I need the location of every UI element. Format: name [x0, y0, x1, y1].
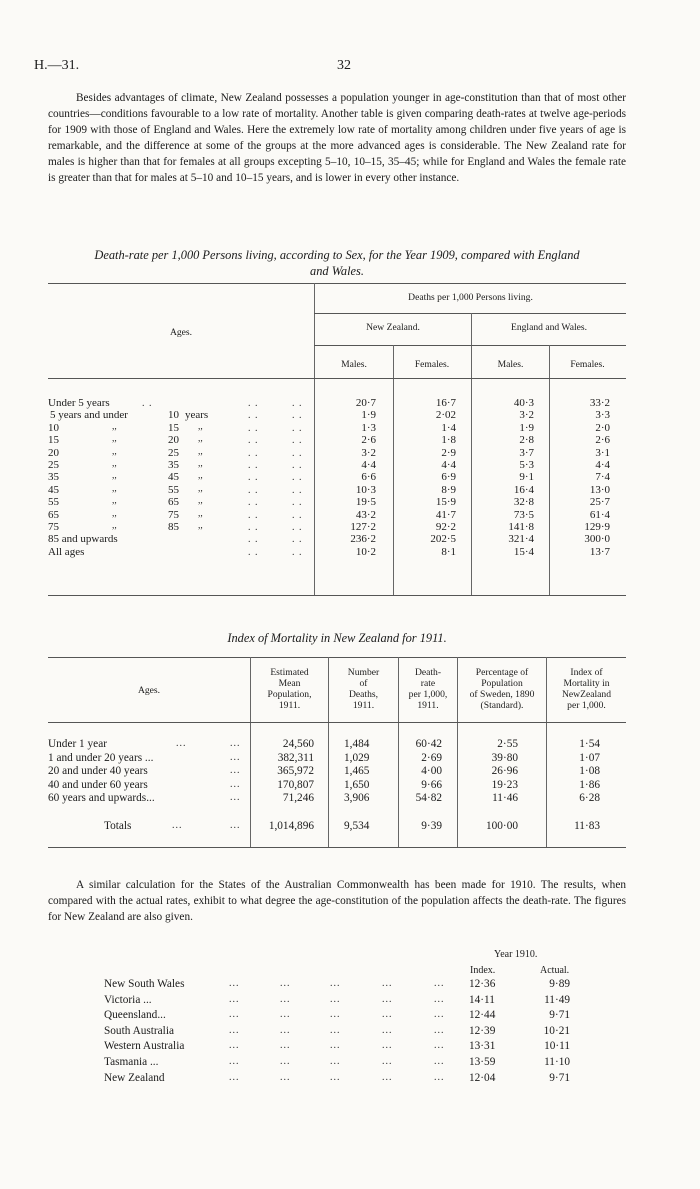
- page-number: 32: [337, 58, 351, 73]
- total-deaths: 9,534: [344, 820, 370, 832]
- state-name: Western Australia: [104, 1040, 185, 1053]
- state-name: Victoria ...: [104, 993, 152, 1006]
- leader-dots: . .: [248, 422, 259, 434]
- age-label: All ages: [48, 545, 85, 558]
- ditto-mark: ,,: [112, 471, 117, 482]
- sweden-pct: 19·23: [491, 778, 518, 791]
- leader-dots: . .: [248, 435, 259, 447]
- ew-females: 3·1: [595, 446, 610, 459]
- leader-dots: ...: [229, 1056, 240, 1067]
- age-upper: 55: [168, 483, 179, 496]
- nz-males: 43·2: [355, 508, 376, 521]
- age-upper: 85: [168, 521, 179, 533]
- leader-dots: ...: [434, 1024, 445, 1036]
- table1-rule-4: [48, 378, 626, 379]
- ew-females: 33·2: [589, 397, 610, 409]
- ditto-mark: ,,: [112, 483, 117, 494]
- header-line: Mortality in: [563, 678, 610, 689]
- ew-females: 129·9: [584, 521, 610, 533]
- deaths: 1,650: [344, 778, 370, 791]
- table2-header-rate: [399, 667, 457, 711]
- table1-divider-ew: [549, 345, 550, 595]
- leader-dots: . .: [248, 546, 259, 558]
- nz-females: 92·2: [435, 521, 456, 533]
- nz-males: 3·2: [361, 446, 376, 459]
- state-name: South Australia: [104, 1024, 174, 1037]
- total-index: 11·83: [574, 820, 600, 832]
- ew-males: 40·3: [513, 397, 534, 409]
- ditto-mark: ,,: [112, 508, 117, 519]
- total-pct: 100·00: [485, 820, 518, 832]
- age-label: 60 years and upwards...: [48, 792, 155, 805]
- mortality-index: 1·08: [579, 765, 600, 778]
- age-upper: 75: [168, 508, 179, 521]
- leader-dots: ...: [230, 820, 241, 831]
- leader-dots: . .: [248, 497, 259, 509]
- population: 71,246: [282, 792, 314, 805]
- total-population: 1,014,896: [268, 820, 314, 832]
- age-label: 65: [48, 508, 59, 521]
- ditto-mark: ,,: [112, 446, 117, 457]
- leader-dots: ...: [382, 1056, 393, 1067]
- table1-top-rule: [48, 283, 626, 284]
- ew-males: 3·7: [519, 446, 534, 459]
- ditto-mark: ,,: [112, 421, 117, 432]
- population: 382,311: [277, 751, 314, 764]
- nz-males: 2·6: [361, 434, 376, 447]
- leader-dots: . .: [292, 509, 303, 521]
- leader-dots: ...: [280, 978, 291, 989]
- state-name: New South Wales: [104, 978, 185, 990]
- sweden-pct: 2·55: [497, 738, 518, 750]
- mortality-index: 6·28: [579, 792, 600, 805]
- ew-males: 15·4: [513, 545, 534, 558]
- state-index: 12·44: [469, 1009, 496, 1022]
- leader-dots: ...: [434, 1056, 445, 1067]
- leader-dots: ...: [330, 1056, 341, 1067]
- leader-dots: . .: [292, 460, 303, 471]
- deaths: 1,029: [344, 751, 370, 764]
- leader-dots: . .: [292, 422, 303, 434]
- leader-dots: ...: [230, 778, 241, 790]
- doc-reference: H.—31.: [34, 58, 80, 73]
- state-name: Tasmania ...: [104, 1056, 159, 1068]
- ditto-mark: ,,: [112, 459, 117, 469]
- leader-dots: ...: [229, 1040, 240, 1052]
- table2-header-rule: [48, 722, 626, 723]
- leader-dots: ...: [280, 1024, 291, 1036]
- table1-header-sex: Males.: [341, 359, 367, 370]
- table2-col-divider: [250, 657, 251, 847]
- table2-header-pop: [251, 667, 328, 711]
- table2-header-pct: [458, 667, 546, 711]
- leader-dots: ...: [280, 1040, 291, 1052]
- ditto-mark: ,,: [198, 483, 203, 494]
- nz-males: 1·9: [361, 409, 376, 422]
- ditto-mark: ,,: [198, 471, 203, 482]
- leader-dots: . .: [248, 472, 259, 484]
- header-line: rate: [420, 678, 436, 689]
- leader-dots: ...: [330, 1071, 341, 1083]
- age-label: Under 5 years: [48, 397, 110, 409]
- leader-dots: . .: [248, 484, 259, 496]
- header-line: Death-: [414, 667, 442, 678]
- age-upper: 45: [168, 471, 179, 484]
- mortality-index: 1·86: [579, 778, 600, 791]
- header-line: Population: [481, 678, 523, 689]
- leader-dots: . .: [292, 522, 303, 533]
- nz-females: 202·5: [430, 533, 456, 546]
- table1-caption-line2: and Wales.: [310, 264, 364, 278]
- table2-col-divider: [398, 657, 399, 847]
- header-line: of: [359, 678, 368, 689]
- ditto-mark: ,,: [198, 521, 203, 531]
- leader-dots: . .: [248, 460, 259, 471]
- header-line: 1911.: [352, 700, 375, 711]
- age-label: 20: [48, 446, 59, 459]
- table1-header-nz: New Zealand.: [366, 322, 420, 333]
- state-actual: 9·71: [549, 1071, 570, 1084]
- age-label: 10: [48, 421, 59, 434]
- state-name: Queensland...: [104, 1009, 166, 1022]
- state-actual: 11·49: [544, 993, 570, 1006]
- age-label: 45: [48, 483, 59, 496]
- leader-dots: . .: [142, 398, 153, 409]
- leader-dots: ...: [280, 993, 291, 1005]
- age-upper: 20: [168, 434, 179, 447]
- leader-dots: ...: [330, 978, 341, 989]
- header-line: 1911.: [278, 700, 301, 711]
- nz-males: 1·3: [361, 421, 376, 434]
- ew-females: 13·0: [589, 483, 610, 496]
- death-rate: 60·42: [415, 738, 442, 750]
- nz-males: 127·2: [350, 521, 376, 533]
- ditto-mark: ,,: [198, 459, 203, 469]
- header-line: Population,: [267, 689, 312, 700]
- actual-header: Actual.: [540, 965, 570, 976]
- table2-col-divider: [328, 657, 329, 847]
- table1-header-sex: Females.: [414, 359, 450, 370]
- nz-males: 4·4: [361, 459, 376, 471]
- table2-bottom-rule: [48, 847, 626, 848]
- ew-females: 3·3: [595, 409, 610, 422]
- leader-dots: . .: [248, 447, 259, 459]
- age-label: 85 and upwards: [48, 533, 118, 546]
- table1-header-sex: Females.: [570, 359, 605, 370]
- header-line: Percentage of: [475, 667, 529, 678]
- year-header: Year 1910.: [494, 949, 538, 960]
- table1-header-group: Deaths per 1,000 Persons living.: [408, 292, 533, 303]
- table1-header-sex: Males.: [497, 359, 524, 370]
- leader-dots: ...: [434, 1071, 445, 1083]
- ew-females: 300·0: [584, 533, 610, 546]
- age-label: 35: [48, 471, 59, 484]
- leader-dots: . .: [248, 410, 259, 422]
- header-line: NewZealand: [561, 689, 611, 700]
- state-index: 12·04: [469, 1071, 496, 1084]
- header-line: Mean: [278, 678, 301, 689]
- header-line: Number: [347, 667, 380, 678]
- nz-females: 16·7: [435, 397, 456, 409]
- leader-dots: ...: [229, 1024, 240, 1036]
- leader-dots: ...: [434, 978, 445, 989]
- leader-dots: ...: [330, 1040, 341, 1052]
- table2-col-divider: [457, 657, 458, 847]
- deaths: 1,465: [344, 765, 370, 778]
- deaths: 1,484: [344, 738, 370, 750]
- state-actual: 9·89: [549, 978, 570, 990]
- nz-females: 8·1: [441, 545, 456, 558]
- mortality-index: 1·07: [579, 751, 600, 764]
- table1-divider-countries: [471, 313, 472, 595]
- age-unit: years: [185, 409, 209, 422]
- leader-dots: ...: [330, 1009, 341, 1021]
- ew-females: 61·4: [589, 508, 610, 521]
- leader-dots: ...: [330, 993, 341, 1005]
- age-label: 15: [48, 434, 59, 447]
- population: 24,560: [282, 738, 314, 750]
- population: 365,972: [277, 765, 314, 778]
- death-rate: 54·82: [415, 792, 442, 805]
- table1-rule-3: [314, 345, 626, 346]
- nz-females: 2·9: [441, 446, 456, 459]
- header-line: per 1,000.: [567, 700, 606, 711]
- state-index: 13·59: [469, 1056, 496, 1068]
- ew-males: 16·4: [513, 483, 534, 496]
- table2-header-ages: Ages.: [137, 685, 161, 696]
- age-label: 1 and under 20 years ...: [48, 751, 154, 764]
- ew-males: 3·2: [519, 409, 534, 422]
- index-header: Index.: [470, 965, 496, 976]
- age-label: 40 and under 60 years: [48, 778, 148, 791]
- leader-dots: ...: [172, 820, 183, 831]
- nz-males: 236·2: [350, 533, 376, 546]
- totals-label: Totals: [104, 820, 132, 832]
- leader-dots: ...: [434, 993, 445, 1005]
- table1-header-ages: Ages.: [169, 327, 193, 338]
- ditto-mark: ,,: [198, 508, 203, 519]
- nz-females: 2·02: [435, 409, 456, 422]
- table1-divider-nz: [393, 345, 394, 595]
- nz-females: 6·9: [441, 471, 456, 484]
- header-line: 1911.: [417, 700, 439, 711]
- header-line: Index of: [570, 667, 603, 678]
- ditto-mark: ,,: [198, 496, 203, 507]
- leader-dots: . .: [292, 435, 303, 447]
- state-actual: 10·21: [543, 1024, 570, 1037]
- ditto-mark: ,,: [198, 434, 203, 445]
- leader-dots: . .: [292, 546, 303, 558]
- ew-males: 9·1: [519, 471, 534, 484]
- leader-dots: ...: [382, 1024, 393, 1036]
- leader-dots: ...: [230, 751, 241, 763]
- age-upper: 15: [168, 421, 179, 434]
- state-index: 12·36: [469, 978, 496, 990]
- ew-females: 2·0: [595, 421, 610, 434]
- leader-dots: ...: [382, 1040, 393, 1052]
- ew-males: 141·8: [508, 521, 534, 533]
- population: 170,807: [277, 778, 314, 791]
- leader-dots: . .: [292, 497, 303, 509]
- ew-males: 2·8: [519, 434, 534, 447]
- age-label: 25: [48, 459, 59, 471]
- state-name: New Zealand: [104, 1071, 165, 1084]
- leader-dots: . .: [248, 509, 259, 521]
- leader-dots: . .: [292, 484, 303, 496]
- state-index: 14·11: [469, 993, 495, 1006]
- ew-males: 1·9: [519, 421, 534, 434]
- age-upper: 65: [168, 496, 179, 509]
- header-line: Deaths,: [348, 689, 379, 700]
- leader-dots: ...: [229, 1071, 240, 1083]
- nz-females: 1·4: [441, 421, 456, 434]
- leader-dots: ...: [382, 1071, 393, 1083]
- table2-caption: Index of Mortality in New Zealand for 1911.: [227, 631, 447, 645]
- table1-header-ew: England and Wales.: [510, 322, 588, 333]
- deaths: 3,906: [344, 792, 370, 805]
- leader-dots: ...: [230, 738, 241, 749]
- age-upper: 25: [168, 446, 179, 459]
- leader-dots: . .: [292, 534, 303, 546]
- leader-dots: ...: [280, 1056, 291, 1067]
- ew-males: 321·4: [508, 533, 534, 546]
- ditto-mark: ,,: [198, 446, 203, 457]
- table2-col-divider: [546, 657, 547, 847]
- leader-dots: ...: [280, 1071, 291, 1083]
- nz-males: 19·5: [355, 496, 376, 509]
- leader-dots: ...: [230, 792, 241, 804]
- leader-dots: ...: [230, 765, 241, 777]
- state-index: 13·31: [469, 1040, 496, 1053]
- header-line: Estimated: [270, 667, 309, 678]
- table2-top-rule: [48, 657, 626, 658]
- leader-dots: . .: [248, 522, 259, 533]
- leader-dots: ...: [280, 1009, 291, 1021]
- nz-males: 10·2: [355, 545, 376, 558]
- nz-males: 10·3: [355, 483, 376, 496]
- table1-caption: [48, 247, 626, 279]
- leader-dots: ...: [176, 738, 187, 749]
- nz-females: 41·7: [435, 508, 456, 521]
- sweden-pct: 26·96: [491, 765, 518, 778]
- ditto-mark: ,,: [198, 421, 203, 432]
- nz-females: 8·9: [441, 483, 456, 496]
- leader-dots: ...: [229, 993, 240, 1005]
- table1-bottom-rule: [48, 595, 626, 596]
- leader-dots: ...: [382, 1009, 393, 1021]
- leader-dots: . .: [292, 472, 303, 484]
- state-actual: 11·10: [544, 1056, 570, 1068]
- ditto-mark: ,,: [112, 434, 117, 445]
- death-rate: 4·00: [421, 765, 442, 778]
- intro-paragraph: Besides advantages of climate, New Zealand possesses a population younger in age-constitution than that of most other countries—conditions favourable to a low rate of mortality. Another table is given comparing death-rates at twelve age-periods for 1909 with those of England and Wales. Here the extremely low rate of mortality among children under five years of age is remarkable, and the difference at some of the groups at the more advanced ages is considerable. The New Zealand rate for males is higher than that for females at all groups excepting 5–10, 10–15, 35–45; while for England and Wales the female rate is greater than that for males at 5–10 and 10–15 years, and is lower in every other instance.: [48, 92, 626, 184]
- leader-dots: ...: [434, 1009, 445, 1021]
- header-line: of Sweden, 1890: [469, 689, 535, 700]
- table1-rule-2: [314, 313, 626, 314]
- header-line: per 1,000,: [408, 689, 448, 700]
- leader-dots: ...: [382, 993, 393, 1005]
- leader-dots: ...: [229, 1009, 240, 1021]
- table2-header-index: [547, 667, 626, 711]
- ditto-mark: ,,: [112, 496, 117, 507]
- ew-females: 7·4: [595, 471, 610, 484]
- age-upper: 10: [168, 409, 179, 422]
- ew-females: 25·7: [589, 496, 610, 509]
- leader-dots: . .: [248, 534, 259, 546]
- ew-females: 4·4: [595, 459, 610, 471]
- australian-paragraph: A similar calculation for the States of the Australian Commonwealth has been made for 1910. The results, when compared with the actual rates, exhibit to what degree the age-constitution of the population affects the death-rate. The figures for New Zealand are also given.: [48, 879, 626, 923]
- leader-dots: ...: [229, 978, 240, 989]
- age-label: Under 1 year: [48, 738, 107, 750]
- total-rate: 9·39: [421, 820, 442, 832]
- sweden-pct: 39·80: [491, 751, 518, 764]
- nz-females: 15·9: [435, 496, 456, 509]
- death-rate: 9·66: [421, 778, 442, 791]
- header-line: (Standard).: [480, 700, 524, 711]
- leader-dots: ...: [330, 1024, 341, 1036]
- leader-dots: . .: [292, 447, 303, 459]
- nz-males: 6·6: [361, 471, 376, 484]
- nz-females: 1·8: [441, 434, 456, 447]
- leader-dots: . .: [292, 398, 303, 409]
- leader-dots: . .: [248, 398, 259, 409]
- death-rate: 2·69: [421, 751, 442, 764]
- age-label: 75: [48, 521, 59, 533]
- mortality-index: 1·54: [579, 738, 600, 750]
- leader-dots: . .: [292, 410, 303, 422]
- leader-dots: ...: [382, 978, 393, 989]
- state-actual: 10·11: [544, 1040, 570, 1053]
- ew-females: 13·7: [589, 545, 610, 558]
- nz-males: 20·7: [355, 397, 376, 409]
- state-actual: 9·71: [549, 1009, 570, 1022]
- sweden-pct: 11·46: [492, 792, 518, 805]
- age-label: 20 and under 40 years: [48, 765, 148, 778]
- age-label: 5 years and under: [50, 409, 128, 422]
- ew-females: 2·6: [595, 434, 610, 447]
- ew-males: 73·5: [513, 508, 534, 521]
- ew-males: 32·8: [513, 496, 534, 509]
- table1-caption-line1: Death-rate per 1,000 Persons living, according to Sex, for the Year 1909, compared with England: [94, 248, 580, 262]
- age-label: 55: [48, 496, 59, 509]
- age-upper: 35: [168, 459, 179, 471]
- nz-females: 4·4: [441, 459, 456, 471]
- table2-header-deaths: [329, 667, 398, 711]
- ditto-mark: ,,: [112, 521, 117, 531]
- leader-dots: ...: [434, 1040, 445, 1052]
- ew-males: 5·3: [519, 459, 534, 471]
- state-index: 12·39: [469, 1024, 496, 1037]
